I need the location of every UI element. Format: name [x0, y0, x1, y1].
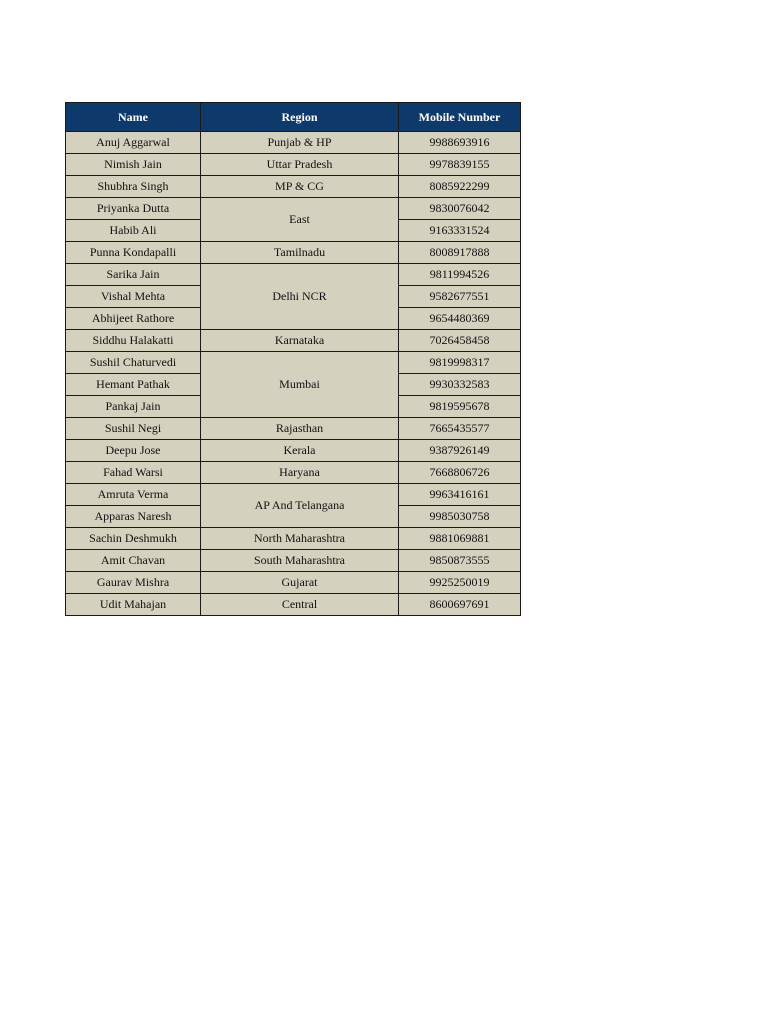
table-row — [66, 330, 521, 352]
cell-name: Sushil Chaturvedi — [66, 352, 201, 374]
table-row — [66, 176, 521, 198]
cell-region: Mumbai — [201, 352, 399, 418]
cell-name: Habib Ali — [66, 220, 201, 242]
cell-region: Central — [201, 594, 399, 616]
cell-mobile: 8600697691 — [399, 594, 521, 616]
cell-region: Karnataka — [201, 330, 399, 352]
cell-region: Punjab & HP — [201, 132, 399, 154]
header-row — [66, 103, 521, 132]
cell-mobile: 9963416161 — [399, 484, 521, 506]
cell-mobile: 7665435577 — [399, 418, 521, 440]
cell-region: Tamilnadu — [201, 242, 399, 264]
cell-mobile: 9830076042 — [399, 198, 521, 220]
cell-name: Sushil Negi — [66, 418, 201, 440]
cell-name: Abhijeet Rathore — [66, 308, 201, 330]
cell-mobile: 9582677551 — [399, 286, 521, 308]
header-region: Region — [201, 103, 399, 132]
cell-name: Pankaj Jain — [66, 396, 201, 418]
table-row — [66, 154, 521, 176]
header-mobile: Mobile Number — [399, 103, 521, 132]
cell-name: Siddhu Halakatti — [66, 330, 201, 352]
cell-mobile: 9819998317 — [399, 352, 521, 374]
cell-mobile: 9988693916 — [399, 132, 521, 154]
table-row — [66, 550, 521, 572]
cell-region: South Maharashtra — [201, 550, 399, 572]
cell-mobile: 9985030758 — [399, 506, 521, 528]
cell-mobile: 7026458458 — [399, 330, 521, 352]
cell-region: Haryana — [201, 462, 399, 484]
cell-name: Shubhra Singh — [66, 176, 201, 198]
cell-mobile: 9163331524 — [399, 220, 521, 242]
table-row — [66, 418, 521, 440]
cell-name: Gaurav Mishra — [66, 572, 201, 594]
cell-name: Sarika Jain — [66, 264, 201, 286]
cell-mobile: 8085922299 — [399, 176, 521, 198]
cell-name: Nimish Jain — [66, 154, 201, 176]
cell-region: Delhi NCR — [201, 264, 399, 330]
cell-name: Vishal Mehta — [66, 286, 201, 308]
table-row — [66, 352, 521, 374]
table-row — [66, 242, 521, 264]
table-row — [66, 572, 521, 594]
table-row — [66, 440, 521, 462]
cell-name: Amit Chavan — [66, 550, 201, 572]
contact-table — [65, 102, 521, 616]
table-row — [66, 132, 521, 154]
cell-region: North Maharashtra — [201, 528, 399, 550]
table-row — [66, 198, 521, 220]
table-row — [66, 594, 521, 616]
cell-mobile: 9387926149 — [399, 440, 521, 462]
table-row — [66, 484, 521, 506]
cell-name: Fahad Warsi — [66, 462, 201, 484]
cell-mobile: 7668806726 — [399, 462, 521, 484]
cell-mobile: 9930332583 — [399, 374, 521, 396]
cell-region: MP & CG — [201, 176, 399, 198]
cell-mobile: 9811994526 — [399, 264, 521, 286]
cell-mobile: 9654480369 — [399, 308, 521, 330]
cell-mobile: 9978839155 — [399, 154, 521, 176]
table-row — [66, 528, 521, 550]
header-name: Name — [66, 103, 201, 132]
cell-region: AP And Telangana — [201, 484, 399, 528]
cell-mobile: 9881069881 — [399, 528, 521, 550]
table-row — [66, 462, 521, 484]
cell-name: Priyanka Dutta — [66, 198, 201, 220]
cell-region: Gujarat — [201, 572, 399, 594]
cell-region: Rajasthan — [201, 418, 399, 440]
cell-name: Hemant Pathak — [66, 374, 201, 396]
cell-mobile: 9925250019 — [399, 572, 521, 594]
cell-name: Amruta Verma — [66, 484, 201, 506]
table-body — [66, 132, 521, 616]
cell-mobile: 9819595678 — [399, 396, 521, 418]
cell-name: Sachin Deshmukh — [66, 528, 201, 550]
cell-name: Anuj Aggarwal — [66, 132, 201, 154]
table-row — [66, 264, 521, 286]
cell-mobile: 8008917888 — [399, 242, 521, 264]
cell-region: East — [201, 198, 399, 242]
cell-name: Apparas Naresh — [66, 506, 201, 528]
cell-mobile: 9850873555 — [399, 550, 521, 572]
table-header — [66, 103, 521, 132]
cell-region: Kerala — [201, 440, 399, 462]
cell-name: Punna Kondapalli — [66, 242, 201, 264]
cell-name: Udit Mahajan — [66, 594, 201, 616]
cell-region: Uttar Pradesh — [201, 154, 399, 176]
cell-name: Deepu Jose — [66, 440, 201, 462]
